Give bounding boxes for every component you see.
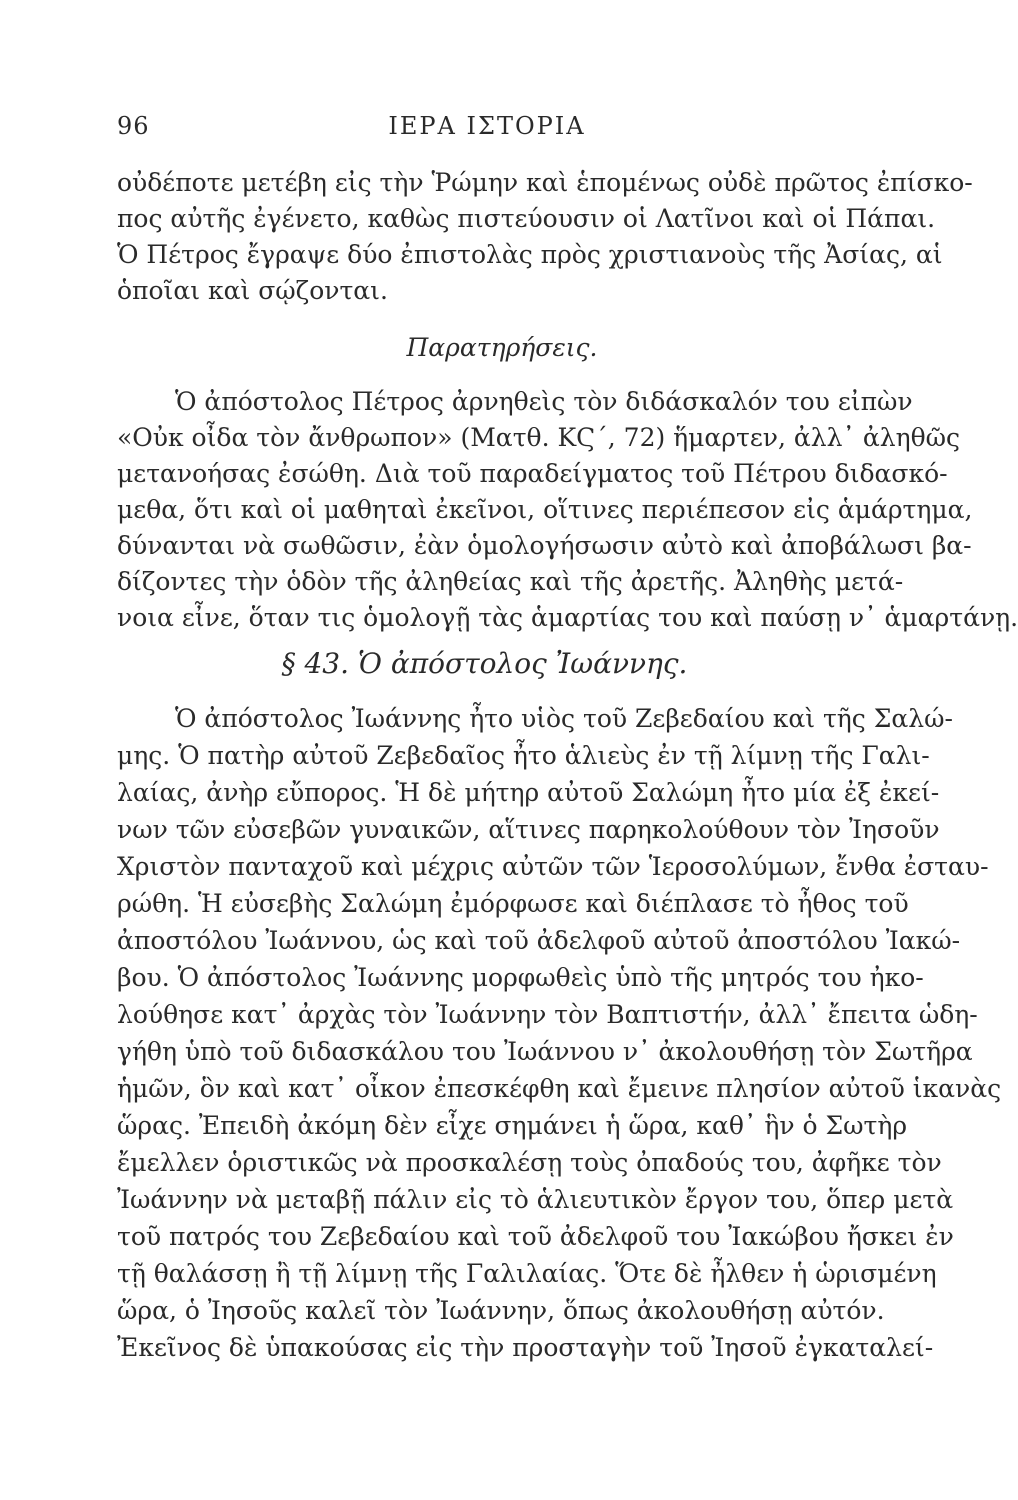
- para2-line: δύνανται νὰ σωθῶσιν, ἐὰν ὁμολογήσωσιν αὐτὸ καὶ ἀποβάλωσι βα-: [117, 531, 972, 560]
- para3-line: Χριστὸν πανταχοῦ καὶ μέχρις αὐτῶν τῶν Ἱεροσολύμων, ἔνθα ἐσταυ-: [117, 852, 989, 881]
- section-number: § 43.: [281, 647, 349, 680]
- para2-line: νοια εἶνε, ὅταν τις ὁμολογῇ τὰς ἁμαρτίας του καὶ παύσῃ ν᾽ ἁμαρτάνῃ.: [117, 603, 1018, 632]
- para1-line: Ὁ Πέτρος ἔγραψε δύο ἐπιστολὰς πρὸς χριστιανοὺς τῆς Ἀσίας, αἱ: [117, 240, 943, 269]
- para3-line: τοῦ πατρός του Ζεβεδαίου καὶ τοῦ ἀδελφοῦ του Ἰακώβου ἤσκει ἐν: [117, 1222, 954, 1251]
- para2-line: Ὁ ἀπόστολος Πέτρος ἀρνηθεὶς τὸν διδάσκαλόν του εἰπὼν: [175, 387, 913, 416]
- running-head: ΙΕΡΑ ΙΣΤΟΡΙΑ: [388, 112, 586, 140]
- para3-line: Ἐκεῖνος δὲ ὑπακούσας εἰς τὴν προσταγὴν τοῦ Ἰησοῦ ἐγκαταλεί-: [117, 1333, 934, 1362]
- para3-line: ὥρας. Ἐπειδὴ ἀκόμη δὲν εἶχε σημάνει ἡ ὥρα, καθ᾽ ἣν ὁ Σωτὴρ: [117, 1111, 908, 1140]
- para3-line: Ἰωάννην νὰ μεταβῇ πάλιν εἰς τὸ ἁλιευτικὸν ἔργον του, ὅπερ μετὰ: [117, 1185, 954, 1214]
- para2-line: μεθα, ὅτι καὶ οἱ μαθηταὶ ἐκεῖνοι, οἵτινες περιέπεσον εἰς ἁμάρτημα,: [117, 495, 973, 524]
- para3-line: ρώθη. Ἡ εὐσεβὴς Σαλώμη ἐμόρφωσε καὶ διέπλασε τὸ ἦθος τοῦ: [117, 889, 909, 918]
- para3-line: ὥρα, ὁ Ἰησοῦς καλεῖ τὸν Ἰωάννην, ὅπως ἀκολουθήσῃ αὐτόν.: [117, 1296, 885, 1325]
- para3-line: Ὁ ἀπόστολος Ἰωάννης ἦτο υἱὸς τοῦ Ζεβεδαίου καὶ τῆς Σαλώ-: [175, 704, 953, 733]
- para2-line: μετανοήσας ἐσώθη. Διὰ τοῦ παραδείγματος τοῦ Πέτρου διδασκό-: [117, 459, 948, 488]
- para1-line: ὁποῖαι καὶ σῴζονται.: [117, 276, 388, 305]
- page-number: 96: [117, 112, 150, 140]
- para3-line: λαίας, ἀνὴρ εὔπορος. Ἡ δὲ μήτηρ αὐτοῦ Σαλώμη ἦτο μία ἐξ ἐκεί-: [117, 778, 940, 807]
- para1-line: πος αὐτῆς ἐγένετο, καθὼς πιστεύουσιν οἱ Λατῖνοι καὶ οἱ Πάπαι.: [117, 204, 936, 233]
- para1-line: οὐδέποτε μετέβη εἰς τὴν Ῥώμην καὶ ἑπομένως οὐδὲ πρῶτος ἐπίσκο-: [117, 168, 973, 197]
- para3-line: λούθησε κατ᾽ ἀρχὰς τὸν Ἰωάννην τὸν Βαπτιστήν, ἀλλ᾽ ἔπειτα ὡδη-: [117, 1000, 978, 1029]
- para3-line: μης. Ὁ πατὴρ αὐτοῦ Ζεβεδαῖος ἦτο ἁλιεὺς ἐν τῇ λίμνῃ τῆς Γαλι-: [117, 741, 930, 770]
- section-title: Ὁ ἀπόστολος Ἰωάννης.: [357, 647, 688, 680]
- observations-heading: Παρατηρήσεις.: [406, 333, 598, 362]
- para3-line: ἡμῶν, ὃν καὶ κατ᾽ οἶκον ἐπεσκέφθη καὶ ἔμεινε πλησίον αὐτοῦ ἱκανὰς: [117, 1074, 1002, 1103]
- para3-line: ἔμελλεν ὁριστικῶς νὰ προσκαλέσῃ τοὺς ὀπαδούς του, ἀφῆκε τὸν: [117, 1148, 942, 1177]
- para3-line: γήθη ὑπὸ τοῦ διδασκάλου του Ἰωάννου ν᾽ ἀκολουθήσῃ τὸν Σωτῆρα: [117, 1037, 973, 1066]
- para3-line: βου. Ὁ ἀπόστολος Ἰωάννης μορφωθεὶς ὑπὸ τῆς μητρός του ἠκο-: [117, 963, 924, 992]
- para3-line: νων τῶν εὐσεβῶν γυναικῶν, αἵτινες παρηκολούθουν τὸν Ἰησοῦν: [117, 815, 940, 844]
- para2-line: δίζοντες τὴν ὁδὸν τῆς ἀληθείας καὶ τῆς ἀρετῆς. Ἀληθὴς μετά-: [117, 567, 904, 596]
- para3-line: ἀποστόλου Ἰωάννου, ὡς καὶ τοῦ ἀδελφοῦ αὐτοῦ ἀποστόλου Ἰακώ-: [117, 926, 961, 955]
- para3-line: τῇ θαλάσσῃ ἢ τῇ λίμνῃ τῆς Γαλιλαίας. Ὅτε δὲ ἦλθεν ἡ ὡρισμένη: [117, 1259, 937, 1288]
- page-header: [117, 112, 857, 152]
- para2-line: «Οὐκ οἶδα τὸν ἄνθρωπον» (Ματθ. ΚϚ΄, 72) ἥμαρτεν, ἀλλ᾽ ἀληθῶς: [117, 423, 961, 452]
- section-heading: [117, 647, 852, 680]
